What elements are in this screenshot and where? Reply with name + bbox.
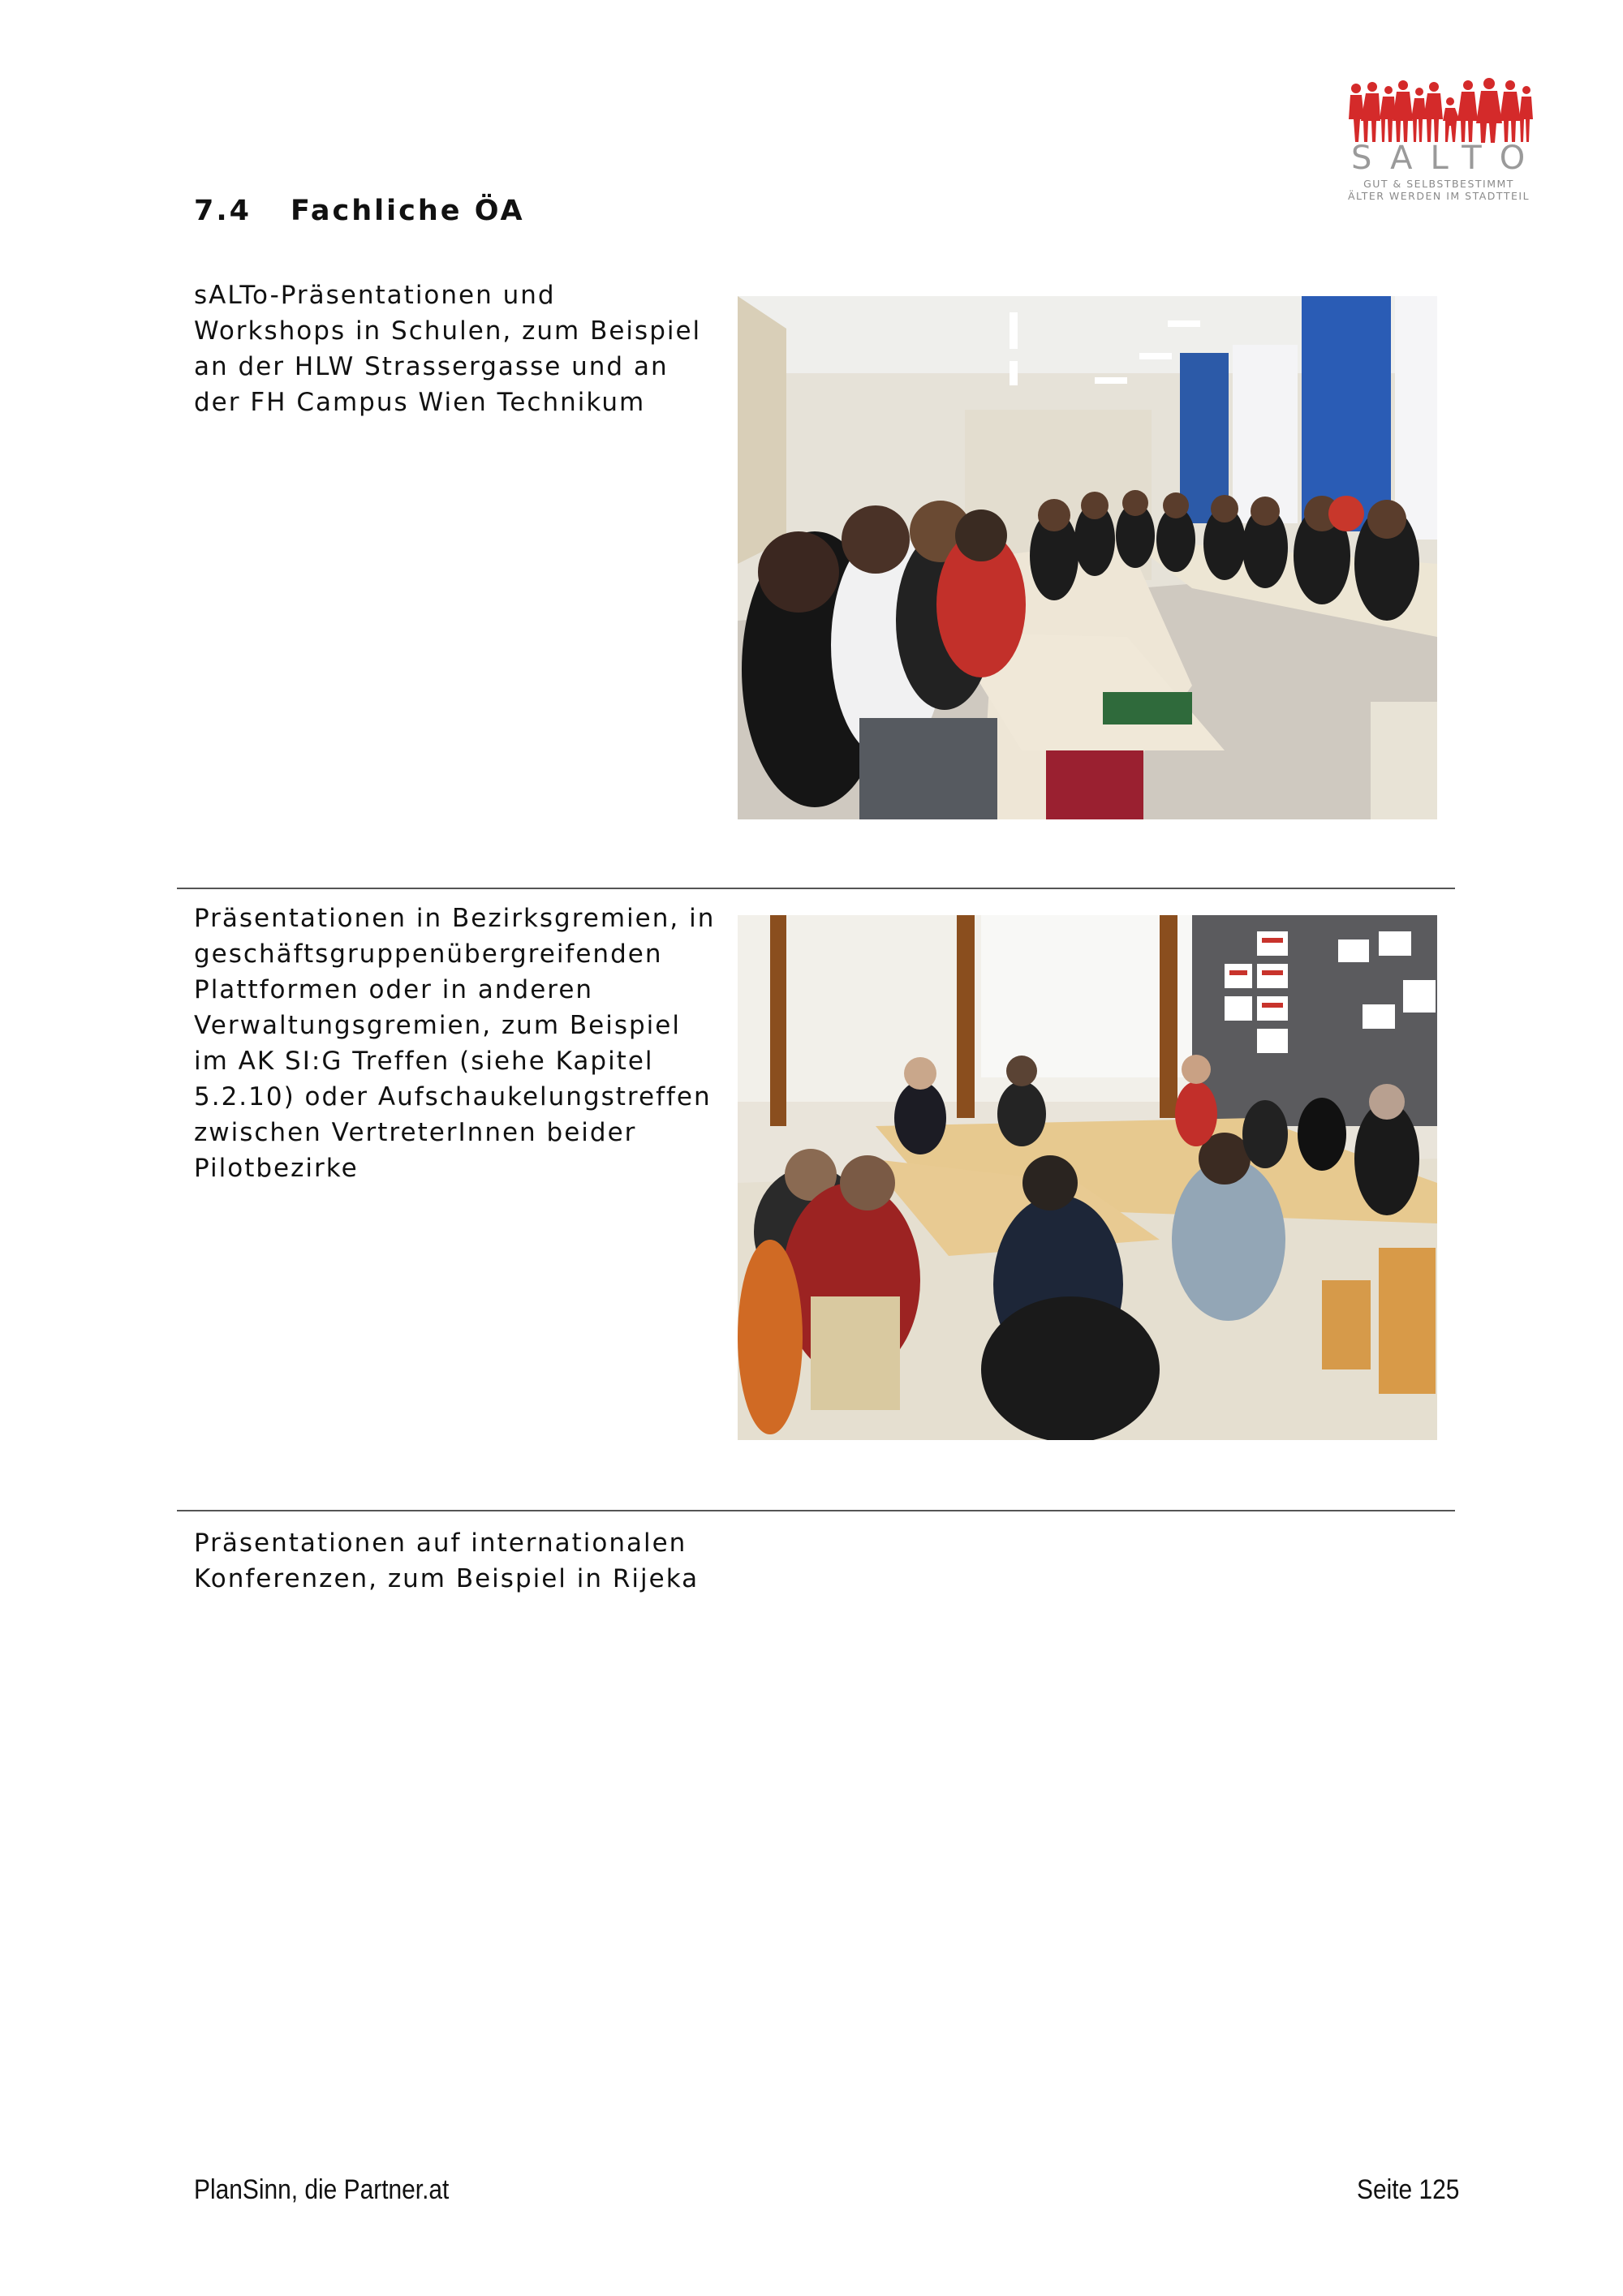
meeting-room-photo [738, 915, 1437, 1440]
logo-tagline-line-2: ÄLTER WERDEN IM STADTTEIL [1347, 190, 1530, 202]
logo-wordmark: SALTO [1351, 140, 1543, 177]
meeting-photo-image [738, 915, 1437, 1440]
section-title: Fachliche ÖA [291, 195, 525, 227]
block-2-line: Verwaltungsgremien, zum Beispiel [194, 1011, 681, 1040]
block-1-line: Workshops in Schulen, zum Beispiel [194, 316, 702, 346]
block-1-line: sALTo-Präsentationen und [194, 281, 556, 310]
section-heading [194, 195, 525, 227]
footer-page-number: Seite 125 [1357, 2174, 1460, 2205]
divider-2 [177, 1510, 1455, 1511]
logo-tagline-line-1: GUT & SELBSTBESTIMMT [1363, 178, 1514, 190]
block-2-line: geschäftsgruppenübergreifenden [194, 939, 663, 969]
salto-logo [1343, 77, 1543, 207]
block-2-line: im AK SI:G Treffen (siehe Kapitel [194, 1047, 654, 1076]
block-2-text [194, 901, 716, 1186]
block-2-line: 5.2.10) oder Aufschaukelungstreffen [194, 1082, 712, 1111]
block-2-line: Pilotbezirke [194, 1154, 359, 1183]
block-2-line: Präsentationen in Bezirksgremien, in [194, 904, 716, 933]
block-2-line: Plattformen oder in anderen [194, 975, 594, 1004]
divider-1 [177, 888, 1455, 889]
block-1-text [194, 277, 713, 420]
block-1-line: an der HLW Strassergasse und an [194, 352, 669, 381]
people-silhouettes-icon [1346, 77, 1533, 144]
footer-publisher: PlanSinn, die Partner.at [194, 2174, 450, 2205]
block-3-line: Präsentationen auf internationalen [194, 1529, 687, 1558]
block-3-line: Konferenzen, zum Beispiel in Rijeka [194, 1564, 700, 1593]
classroom-photo-image [738, 296, 1437, 819]
workshop-classroom-photo [738, 296, 1437, 819]
block-1-line: der FH Campus Wien Technikum [194, 388, 646, 417]
block-3-text [194, 1525, 713, 1597]
block-2-line: zwischen VertreterInnen beider [194, 1118, 637, 1147]
section-number: 7.4 [194, 195, 252, 227]
